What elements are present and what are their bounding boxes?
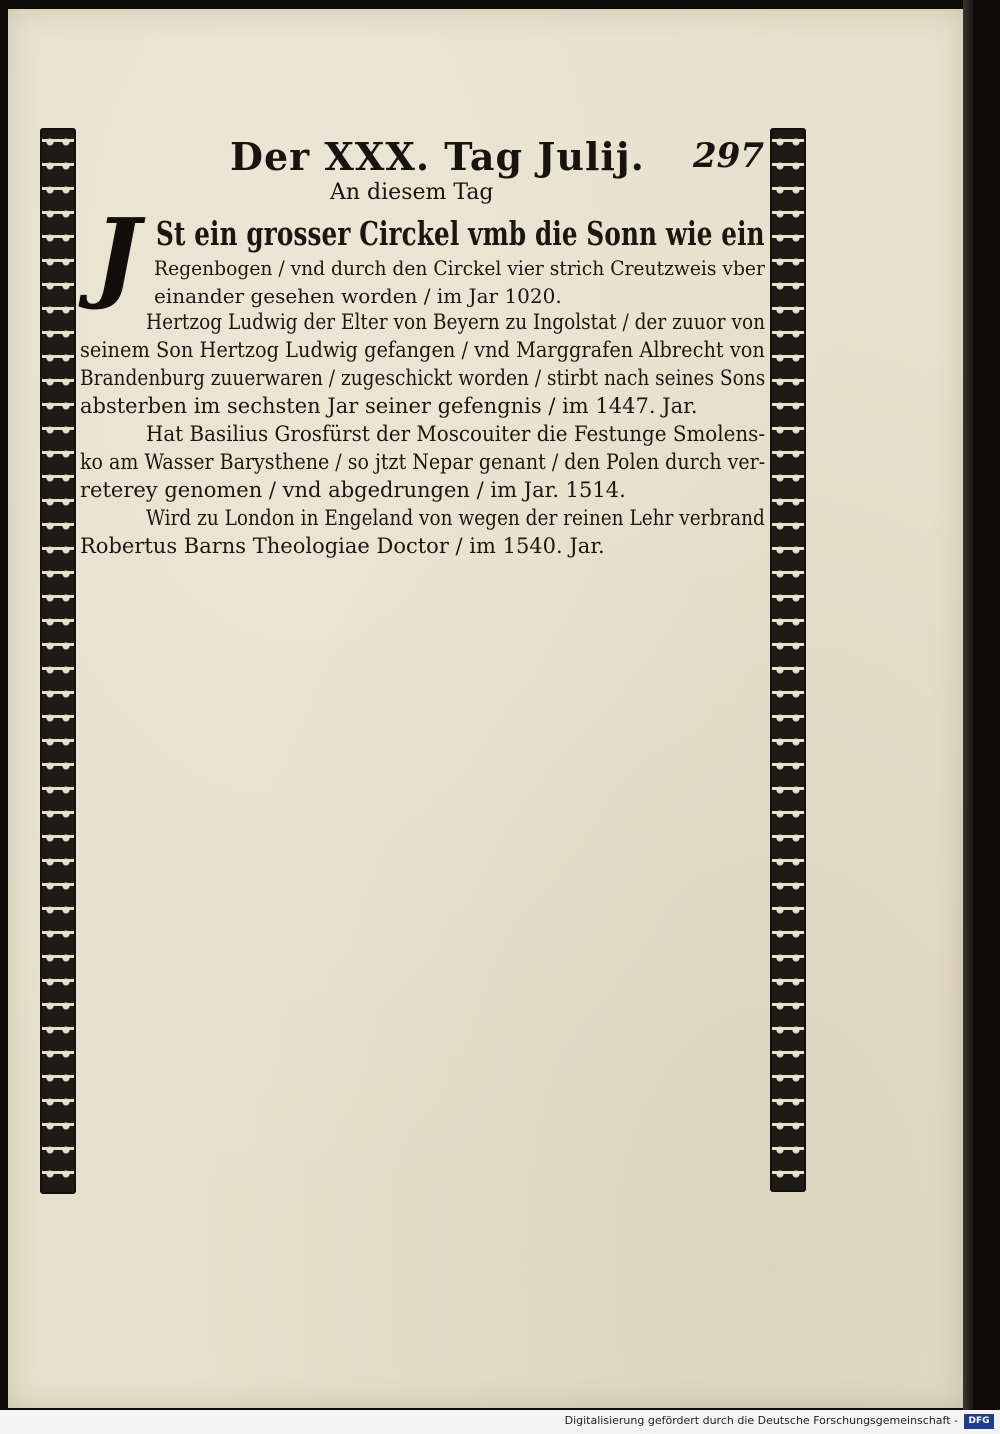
section-subheading: An diesem Tag <box>330 180 494 205</box>
running-title: Der XXX. Tag Julij. <box>230 134 645 179</box>
drop-cap-initial: J <box>93 198 141 313</box>
text-line-8: Hat Basilius Grosfürst der Moscouiter die Festunge Smolens- <box>146 422 766 446</box>
page-header <box>80 128 768 179</box>
text-line-9: ko am Wasser Barysthene / so jtzt Nepar genant / den Polen durch ver- <box>80 450 766 474</box>
text-line-4: Hertzog Ludwig der Elter von Beyern zu Ingolstat / der zuuor von <box>146 310 766 334</box>
page-fold-edge <box>963 0 973 1410</box>
text-line-11: Wird zu London in Engeland von wegen der reinen Lehr verbrand <box>146 506 765 530</box>
dfg-logo: DFG <box>964 1414 994 1429</box>
text-line-5: seinem Son Hertzog Ludwig gefangen / vnd Marggrafen Albrecht von <box>80 338 765 362</box>
page-number: 297 <box>693 136 764 176</box>
text-line-10: reterey genomen / vnd abgedrungen / im Jar. 1514. <box>80 478 626 502</box>
text-line-1: St ein grosser Circkel vmb die Sonn wie ein <box>156 214 765 253</box>
funding-credit: Digitalisierung gefördert durch die Deutsche Forschungsgemeinschaft - <box>564 1414 958 1427</box>
text-line-12: Robertus Barns Theologiae Doctor / im 1540. Jar. <box>80 534 605 558</box>
text-line-3: einander gesehen worden / im Jar 1020. <box>154 284 562 308</box>
footer-bar <box>0 1410 1000 1434</box>
ornamental-border-left <box>40 128 76 1194</box>
text-line-6: Brandenburg zuuerwaren / zugeschickt worden / stirbt nach seines Sons <box>80 366 766 390</box>
text-line-7: absterben im sechsten Jar seiner gefengnis / im 1447. Jar. <box>80 394 698 418</box>
text-line-2: Regenbogen / vnd durch den Circkel vier strich Creutzweis vber <box>154 256 765 280</box>
ornamental-border-right <box>770 128 806 1192</box>
